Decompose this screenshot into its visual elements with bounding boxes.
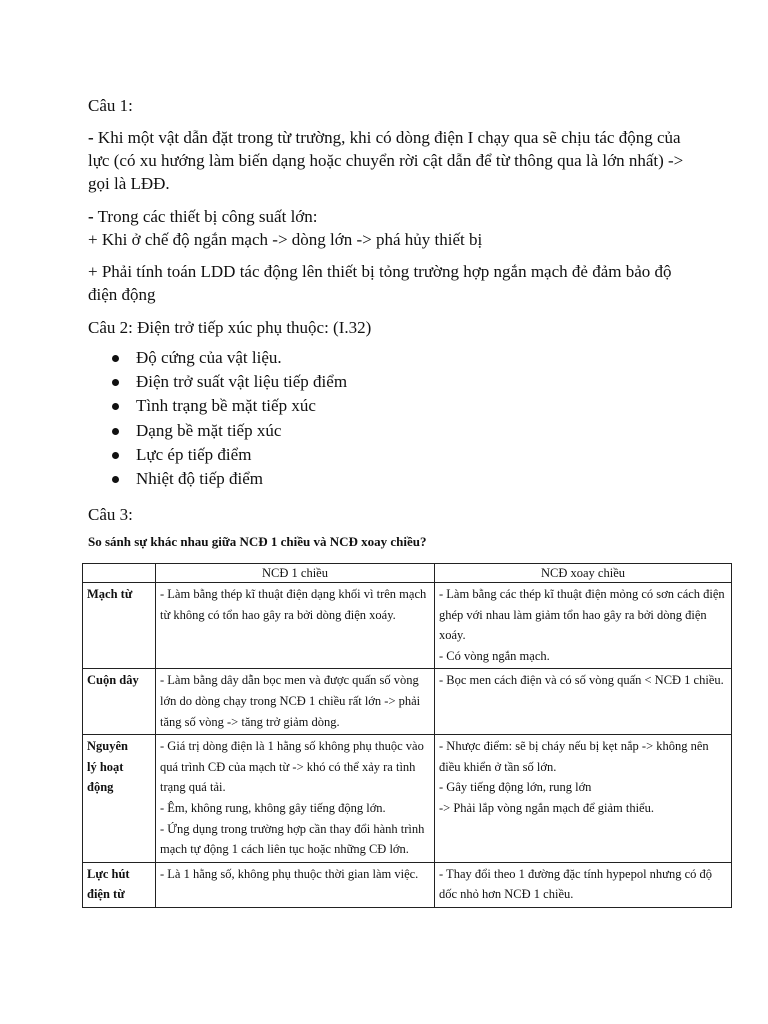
header-ac: NCĐ xoay chiều bbox=[435, 564, 732, 583]
q1-p1-dash: - bbox=[88, 128, 94, 147]
row-label: Nguyên bbox=[87, 739, 128, 754]
cell-text: - Là 1 hằng số, không phụ thuộc thời gian làm việc. bbox=[160, 866, 419, 881]
table-row bbox=[83, 669, 732, 735]
row-label: động bbox=[87, 780, 114, 795]
cell-ac bbox=[435, 583, 732, 669]
comparison-table bbox=[82, 563, 732, 908]
cell-dc bbox=[156, 735, 435, 863]
header-empty bbox=[83, 564, 156, 583]
cell-ac bbox=[435, 862, 732, 907]
row-label: Lực hút bbox=[87, 866, 130, 881]
cell-dc bbox=[156, 669, 435, 735]
cell-text: - Êm, không rung, không gây tiếng động lớn. bbox=[160, 800, 386, 815]
table-row bbox=[83, 862, 732, 907]
cell-text: - Ứng dụng trong trường hợp cần thay đổi hành trình mạch tự động 1 cách liên tục hoặc những CĐ lớn. bbox=[160, 821, 425, 857]
q1-paragraph-1 bbox=[88, 126, 698, 195]
header-dc: NCĐ 1 chiều bbox=[156, 564, 435, 583]
table-row bbox=[83, 583, 732, 669]
q1-heading: Câu 1: bbox=[88, 96, 133, 115]
list-item: Dạng bề mặt tiếp xúc bbox=[110, 419, 347, 443]
q2-bullet-list bbox=[110, 346, 347, 491]
cell-text: - Làm bằng dây dẫn bọc men và được quấn số vòng lớn do dòng chạy trong NCĐ 1 chiều rất lớn -> phải tăng số vòng -> tăng trở giảm dòng. bbox=[160, 673, 421, 729]
list-item: Nhiệt độ tiếp điểm bbox=[110, 467, 347, 491]
cell-text: - Có vòng ngắn mạch. bbox=[439, 648, 550, 663]
row-label: Mạch từ bbox=[87, 587, 133, 601]
cell-text: - Thay đổi theo 1 đường đặc tính hypepol nhưng có độ dốc nhỏ hơn NCĐ 1 chiều. bbox=[439, 866, 713, 902]
cell-text: -> Phải lắp vòng ngắn mạch để giảm thiểu. bbox=[439, 800, 654, 815]
q1-p2-line2: + Khi ở chế độ ngắn mạch -> dòng lớn -> phá hủy thiết bị bbox=[88, 230, 483, 249]
cell-dc bbox=[156, 862, 435, 907]
row-label: Cuộn dây bbox=[87, 673, 139, 688]
q3-heading: Câu 3: bbox=[88, 505, 133, 524]
row-header-nguyen-ly bbox=[83, 735, 156, 863]
row-header-cuon-day bbox=[83, 669, 156, 735]
list-item: Điện trở suất vật liệu tiếp điểm bbox=[110, 370, 347, 394]
q2-heading: Câu 2: Điện trở tiếp xúc phụ thuộc: (I.32) bbox=[88, 318, 372, 337]
row-label: điện từ bbox=[87, 887, 125, 902]
list-item: Lực ép tiếp điểm bbox=[110, 443, 347, 467]
q1-paragraph-3: + Phải tính toán LDD tác động lên thiết bị tỏng trường hợp ngắn mạch đẻ đảm bảo độ điện động bbox=[88, 262, 672, 304]
table-row bbox=[83, 735, 732, 863]
list-item: Độ cứng của vật liệu. bbox=[110, 346, 347, 370]
row-header-luc-hut bbox=[83, 862, 156, 907]
cell-ac bbox=[435, 735, 732, 863]
q1-p2-line1: Trong các thiết bị công suất lớn: bbox=[93, 207, 318, 226]
list-item: Tình trạng bề mặt tiếp xúc bbox=[110, 394, 347, 418]
cell-text: - Bọc men cách điện và có số vòng quấn < NCĐ 1 chiều. bbox=[439, 673, 724, 688]
cell-text: - Giá trị dòng điện là 1 hằng số không phụ thuộc vào quá trình CĐ của mạch từ -> khó có thể xảy ra tình trạng quá tải. bbox=[160, 739, 424, 795]
cell-text: - Gây tiếng động lớn, rung lớn bbox=[439, 780, 592, 795]
cell-text: - Làm bằng các thép kĩ thuật điện mỏng có sơn cách điện ghép với nhau làm giảm tổn hao gây ra bởi dòng điện xoáy. bbox=[439, 587, 725, 643]
cell-text: - Nhược điểm: sẽ bị cháy nếu bị kẹt nắp -> không nên điều khiển ở tần số lớn. bbox=[439, 739, 709, 774]
q1-p2-dash: - bbox=[88, 207, 94, 226]
row-header-mach-tu bbox=[83, 583, 156, 669]
cell-dc bbox=[156, 583, 435, 669]
table-title: So sánh sự khác nhau giữa NCĐ 1 chiều và NCĐ xoay chiều? bbox=[88, 534, 427, 549]
cell-text: - Làm bằng thép kĩ thuật điện dạng khối vì trên mạch từ không có tổn hao gây ra bởi dòng điện xoáy. bbox=[160, 587, 427, 622]
cell-ac bbox=[435, 669, 732, 735]
q1-p1-text: Khi một vật dẫn đặt trong từ trường, khi có dòng điện I chạy qua sẽ chịu tác động của lực (có xu hướng làm biến dạng hoặc chuyển rời cật dẫn để từ thông qua là lớn nhất) -> gọi là LĐĐ. bbox=[88, 128, 684, 193]
q1-paragraph-2 bbox=[88, 205, 688, 251]
table-header-row bbox=[83, 564, 732, 583]
row-label: lý hoạt bbox=[87, 759, 124, 774]
